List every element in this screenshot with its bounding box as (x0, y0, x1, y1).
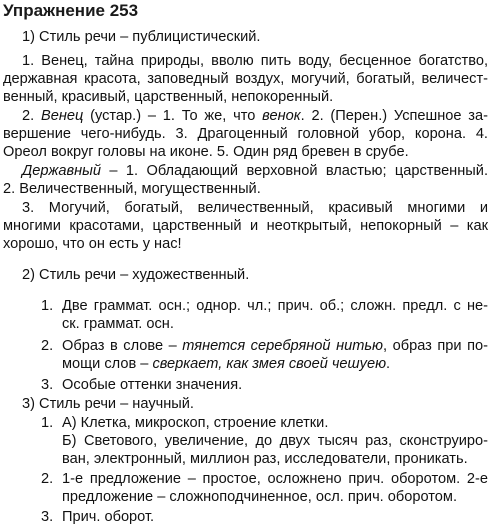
paragraph-3-line-1 (22, 162, 488, 180)
quote-snake-scales: сверкает, как змея своей чешуею (152, 356, 387, 372)
s2-item-2-text-a: Образ в слове – (62, 338, 183, 354)
paragraph-4-line-2: многими красотами, царственный и неоткрытый, непокорный – как (3, 218, 488, 234)
s3-item-1-line-2: Б) Светового, увеличение, до двух тысяч раз, сконструиро- (62, 433, 488, 449)
s2-item-2-text-d: . (386, 356, 391, 372)
paragraph-1-line-1: 1. Венец, тайна природы, вволю пить воду, бесценное богатство, (22, 53, 488, 69)
s3-item-2-line-2: предложение – сложноподчиненное, осл. прич. оборотом. (62, 489, 458, 505)
s2-item-3-line-1: Особые оттенки значения. (62, 377, 243, 393)
paragraph-2-line-1 (22, 107, 488, 125)
section-1-heading: 1) Стиль речи – публицистический. (22, 29, 261, 45)
paragraph-3-line-2: 2. Величественный, могущественный. (3, 181, 261, 197)
s2-item-2-number: 2. (41, 338, 54, 354)
s3-item-1-line-3: ван, электронный, миллион раз, исследователи, проникать. (62, 451, 468, 467)
s3-item-3-number: 3. (41, 509, 54, 525)
paragraph-4-line-3: хорошо, что он есть у нас! (3, 236, 182, 252)
term-venok: венок (262, 108, 301, 124)
s2-item-1-line-2: ск. граммат. осн. (62, 316, 174, 332)
paragraph-2-line-2: вершение чего-нибудь. 3. Драгоценный головной убор, корона. 4. (3, 126, 488, 142)
s3-item-2-number: 2. (41, 471, 54, 487)
s2-item-1-line-1: Две граммат. осн.; однор. чл.; прич. об.; сложн. предл. с не- (62, 298, 488, 314)
paragraph-2-line-3: Ореол вокруг головы на иконе. 5. Один ряд бревен в срубе. (3, 144, 409, 160)
p2-number: 2. (22, 108, 41, 124)
paragraph-4-line-1: 3. Могучий, богатый, величественный, красивый многими и (22, 200, 488, 216)
p3-text: – 1. Обладающий верховной властью; царственный. (101, 163, 488, 179)
s3-item-2-line-1: 1-е предложение – простое, осложнено прич. оборотом. 2-е (62, 471, 488, 487)
s3-item-3-line-1: Прич. оборот. (62, 509, 155, 525)
term-venets: Венец (40, 108, 84, 124)
p2-text-b: . 2. (Перен.) Успешное за- (300, 108, 488, 124)
section-2-heading: 2) Стиль речи – художественный. (22, 267, 250, 283)
s2-item-2-text-b: , образ при по- (383, 338, 488, 354)
s2-item-2-line-1 (62, 337, 488, 355)
s2-item-2-line-2 (62, 355, 390, 373)
term-derzhavny: Державный (22, 163, 102, 179)
s2-item-1-number: 1. (41, 298, 54, 314)
s3-item-1-line-1: А) Клетка, микроскоп, строение клетки. (62, 415, 329, 431)
quote-silver-thread: тянется серебряной нитью (182, 338, 384, 354)
p2-text-a: (устар.) – 1. То же, что (83, 108, 263, 124)
exercise-title: Упражнение 253 (3, 1, 139, 20)
section-3-heading: 3) Стиль речи – научный. (22, 396, 194, 412)
s2-item-2-text-c: мощи слов – (62, 356, 153, 372)
paragraph-1-line-2: державная красота, заповедный воздух, могучий, богатый, величест- (3, 71, 488, 87)
s2-item-3-number: 3. (41, 377, 54, 393)
s3-item-1-number: 1. (41, 415, 54, 431)
paragraph-1-line-3: венный, красивый, царственный, непокоренный. (3, 89, 334, 105)
